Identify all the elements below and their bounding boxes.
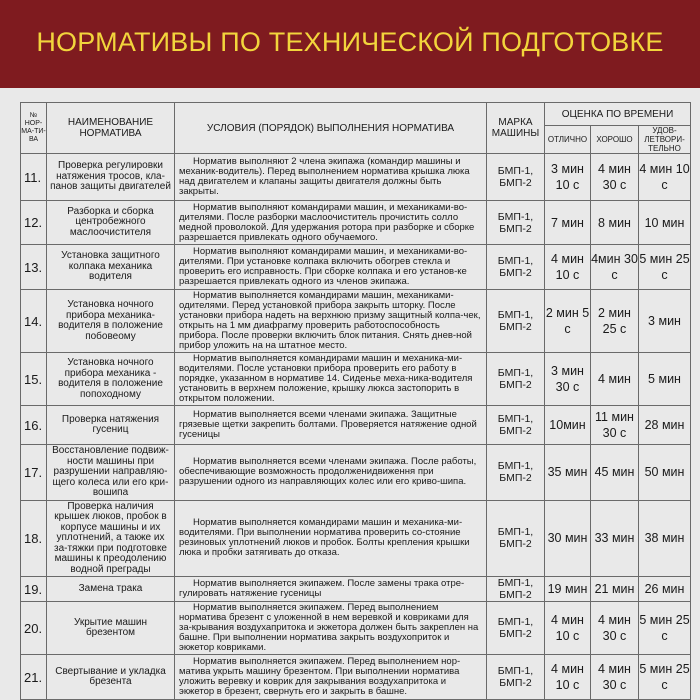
header-satisfactory: УДОВ-ЛЕТВОРИ-ТЕЛЬНО — [639, 126, 691, 154]
time-good: 11 мин 30 с — [591, 406, 639, 445]
standard-name: Установка защитного колпака механика водителя — [47, 245, 175, 290]
standard-name: Восстановление подвиж-ности машины при разрушении направляю-щего колеса или его кри-вошипа — [47, 445, 175, 501]
header-num: № НОР-МА-ТИ-ВА — [21, 103, 47, 154]
header-good: ХОРОШО — [591, 126, 639, 154]
table-row — [21, 500, 691, 577]
standards-sheet — [0, 88, 700, 700]
standard-conditions: Норматив выполняется командирами машин, механиками-одителями. Перед установкой прибора закрыть шторку. После установки прибора надеть на верхнюю призму защитный колпа-чек, открыть на 1 мм диафрагму проверить работоспособность прибора. После проверки включить блок питания. Снять днев-ной прибор уложить на на штатное место. — [175, 290, 487, 353]
time-good: 8 мин — [591, 201, 639, 245]
vehicle-mark: БМП-1, БМП-2 — [487, 577, 545, 602]
time-satisfactory: 4 мин 10 с — [639, 154, 691, 201]
time-satisfactory: 50 мин — [639, 445, 691, 501]
header-excellent: ОТЛИЧНО — [545, 126, 591, 154]
header-name: НАИМЕНОВАНИЕ НОРМАТИВА — [47, 103, 175, 154]
time-excellent: 4 мин 10 с — [545, 655, 591, 700]
time-good: 4 мин 30 с — [591, 154, 639, 201]
title-banner — [0, 0, 700, 88]
table-row — [21, 406, 691, 445]
time-satisfactory: 5 мин 25 с — [639, 245, 691, 290]
time-excellent: 3 мин 30 с — [545, 353, 591, 406]
standard-conditions: Норматив выполняется экипажем. Перед выполнением нор-матива укрыть машину брезентом. При выполнении норматива уложить веревку и коврик для закрывания воздухапритока и экжетор в брезент, свернуть его и закрыть в башне. — [175, 655, 487, 700]
vehicle-mark: БМП-1, БМП-2 — [487, 290, 545, 353]
row-number: 18. — [21, 500, 47, 577]
table-row — [21, 655, 691, 700]
time-good: 33 мин — [591, 500, 639, 577]
standard-conditions: Норматив выполняется командирами машин и механика-ми-водителями. При выполнении норматива проверить со-стояние резиновых уплотнений люков и пробок. Болты крепления крышки люка и пробки затягивать до отказа. — [175, 500, 487, 577]
standard-name: Свертывание и укладка брезента — [47, 655, 175, 700]
time-good: 2 мин 25 с — [591, 290, 639, 353]
time-good: 4 мин 30 с — [591, 655, 639, 700]
standard-conditions: Норматив выполняют командирами машин, и механиками-во-дителями. После разборки маслоочиститель прочистить солло медной проволокой. Для удержания ротора при разборке и сборке разрешается привлекать одного обучаемого. — [175, 201, 487, 245]
standard-conditions: Норматив выполняется экипажем. После замены трака отре-гулировать натяжение гусеницы — [175, 577, 487, 602]
time-excellent: 3 мин 10 с — [545, 154, 591, 201]
row-number: 16. — [21, 406, 47, 445]
row-number: 14. — [21, 290, 47, 353]
time-good: 4мин 30 с — [591, 245, 639, 290]
time-excellent: 30 мин — [545, 500, 591, 577]
table-row — [21, 245, 691, 290]
time-satisfactory: 3 мин — [639, 290, 691, 353]
standard-name: Проверка натяжения гусениц — [47, 406, 175, 445]
time-satisfactory: 38 мин — [639, 500, 691, 577]
row-number: 17. — [21, 445, 47, 501]
vehicle-mark: БМП-1, БМП-2 — [487, 154, 545, 201]
time-excellent: 2 мин 5 с — [545, 290, 591, 353]
time-satisfactory: 10 мин — [639, 201, 691, 245]
standard-conditions: Норматив выполняется всеми членами экипажа. После работы, обеспечивающие возможность продолженидвиження при разрушении одного из направляющих колес или его криво-шипа. — [175, 445, 487, 501]
standard-name: Разборка и сборка центробежного маслоочистителя — [47, 201, 175, 245]
table-row — [21, 290, 691, 353]
time-satisfactory: 5 мин 25 с — [639, 602, 691, 655]
header-mark: МАРКА МАШИНЫ — [487, 103, 545, 154]
time-good: 4 мин — [591, 353, 639, 406]
standard-name: Установка ночного прибора механика - водителя в положение попоходному — [47, 353, 175, 406]
time-excellent: 19 мин — [545, 577, 591, 602]
standard-name: Укрытие машин брезентом — [47, 602, 175, 655]
standard-conditions: Норматив выполняют командирами машин, и механиками-во-дителями. При установке колпака включить обогрев стекла и проверить его исправность. При сборке колпака и его установ-ке разрешается привлекать одного из членов экипажа. — [175, 245, 487, 290]
standards-table — [20, 102, 691, 700]
vehicle-mark: БМП-1, БМП-2 — [487, 655, 545, 700]
vehicle-mark: БМП-1, БМП-2 — [487, 445, 545, 501]
vehicle-mark: БМП-1, БМП-2 — [487, 406, 545, 445]
row-number: 21. — [21, 655, 47, 700]
vehicle-mark: БМП-1, БМП-2 — [487, 245, 545, 290]
time-satisfactory: 26 мин — [639, 577, 691, 602]
time-satisfactory: 28 мин — [639, 406, 691, 445]
standard-conditions: Норматив выполняется всеми членами экипажа. Защитные грязевые щетки закрепить болтами. Проверяется натяжение одной гусеницы — [175, 406, 487, 445]
standard-name: Проверка наличия крышек люков, пробок в корпусе машины и их уплотнений, а также их за-тяжки при подготовке машины к преодолению водной преграды — [47, 500, 175, 577]
table-row — [21, 577, 691, 602]
table-row — [21, 445, 691, 501]
standard-name: Проверка регулировки натяжения тросов, кла-панов защиты двигателей — [47, 154, 175, 201]
row-number: 12. — [21, 201, 47, 245]
table-row — [21, 602, 691, 655]
standard-conditions: Норматив выполняется экипажем. Перед выполнением норматива брезент с уложенной в нем веревкой и ковриками для за-крывания воздухапритока и экжетора должен быть закреплен на башне. При выполнении норматива закрыть воздухоприток и экжетор ковриками. — [175, 602, 487, 655]
time-excellent: 7 мин — [545, 201, 591, 245]
table-row — [21, 201, 691, 245]
time-good: 45 мин — [591, 445, 639, 501]
time-excellent: 35 мин — [545, 445, 591, 501]
table-row — [21, 353, 691, 406]
standard-conditions: Норматив выполняется командирами машин и механика-ми-водителями. После установки прибора проверить его работу в порядке, указанном в нормативе 14. Сиденье меха-ника-водителя установить в верхнем положение, крышку люкса застопорить в открытом положении. — [175, 353, 487, 406]
header-grade: ОЦЕНКА ПО ВРЕМЕНИ — [545, 103, 691, 126]
standard-conditions: Норматив выполняют 2 члена экипажа (командир машины и механик-водитель). Перед выполнением норматива крышка люка над двигателем и клапаны защиты двигателя должны быть закрыты. — [175, 154, 487, 201]
vehicle-mark: БМП-1, БМП-2 — [487, 201, 545, 245]
header-row — [21, 103, 691, 126]
row-number: 15. — [21, 353, 47, 406]
vehicle-mark: БМП-1, БМП-2 — [487, 602, 545, 655]
header-conditions: УСЛОВИЯ (ПОРЯДОК) ВЫПОЛНЕНИЯ НОРМАТИВА — [175, 103, 487, 154]
time-satisfactory: 5 мин — [639, 353, 691, 406]
row-number: 20. — [21, 602, 47, 655]
time-excellent: 4 мин 10 с — [545, 245, 591, 290]
standard-name: Установка ночного прибора механика-водителя в положение побовеому — [47, 290, 175, 353]
page-title: НОРМАТИВЫ ПО ТЕХНИЧЕСКОЙ ПОДГОТОВКЕ — [36, 27, 664, 57]
row-number: 11. — [21, 154, 47, 201]
vehicle-mark: БМП-1, БМП-2 — [487, 353, 545, 406]
row-number: 19. — [21, 577, 47, 602]
standard-name: Замена трака — [47, 577, 175, 602]
time-satisfactory: 5 мин 25 с — [639, 655, 691, 700]
time-excellent: 4 мин 10 с — [545, 602, 591, 655]
time-good: 4 мин 30 с — [591, 602, 639, 655]
table-row — [21, 154, 691, 201]
vehicle-mark: БМП-1, БМП-2 — [487, 500, 545, 577]
time-excellent: 10мин — [545, 406, 591, 445]
row-number: 13. — [21, 245, 47, 290]
time-good: 21 мин — [591, 577, 639, 602]
